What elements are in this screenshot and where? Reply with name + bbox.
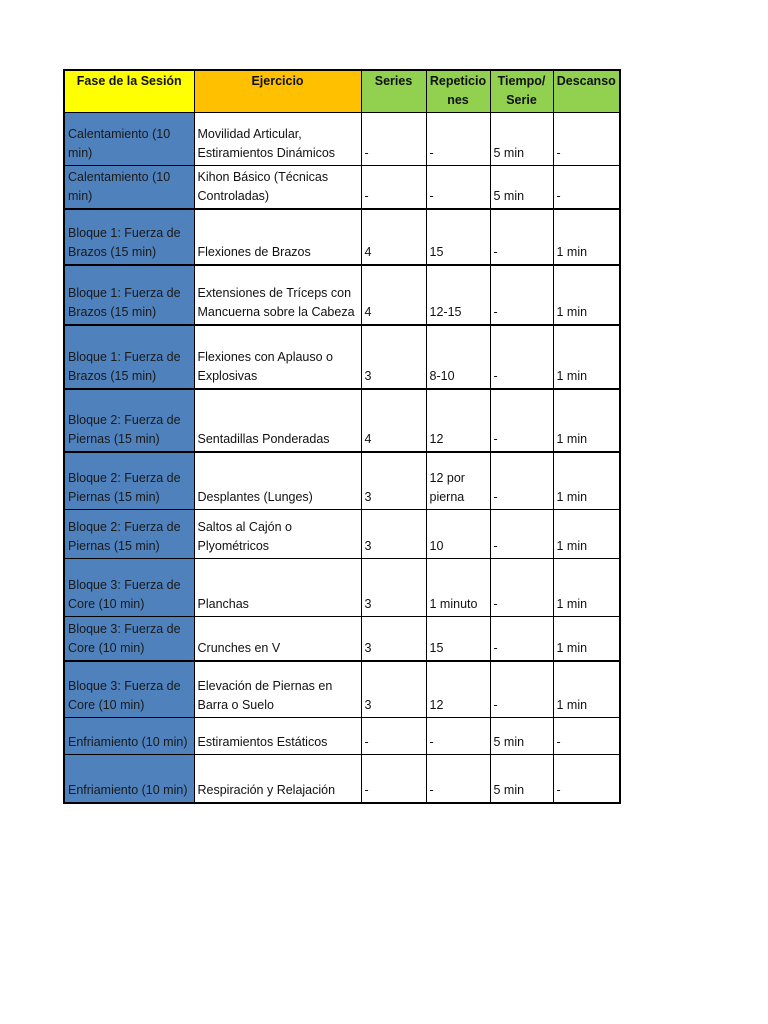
cell-series: 3 [361, 452, 426, 510]
cell-exercise: Crunches en V [194, 617, 361, 661]
workout-table [63, 69, 621, 804]
cell-time: - [490, 452, 553, 510]
cell-phase: Bloque 1: Fuerza de Brazos (15 min) [64, 325, 194, 389]
table-row [64, 265, 620, 325]
table-row [64, 718, 620, 755]
cell-reps: 12 [426, 389, 490, 452]
cell-phase: Calentamiento (10 min) [64, 113, 194, 166]
cell-exercise: Saltos al Cajón o Plyométricos [194, 510, 361, 559]
cell-time: 5 min [490, 166, 553, 209]
cell-series: - [361, 755, 426, 803]
table-row [64, 617, 620, 661]
table-row [64, 510, 620, 559]
cell-series: - [361, 718, 426, 755]
cell-exercise: Estiramientos Estáticos [194, 718, 361, 755]
header-rest: Descanso [553, 70, 620, 113]
cell-rest: 1 min [553, 452, 620, 510]
cell-rest: 1 min [553, 389, 620, 452]
cell-exercise: Planchas [194, 559, 361, 617]
cell-phase: Bloque 2: Fuerza de Piernas (15 min) [64, 452, 194, 510]
table-row [64, 113, 620, 166]
cell-rest: 1 min [553, 661, 620, 718]
cell-rest: - [553, 718, 620, 755]
cell-reps: 10 [426, 510, 490, 559]
cell-time: - [490, 510, 553, 559]
cell-time: - [490, 265, 553, 325]
cell-reps: 8-10 [426, 325, 490, 389]
cell-exercise: Elevación de Piernas en Barra o Suelo [194, 661, 361, 718]
cell-reps: 12 por pierna [426, 452, 490, 510]
table-row [64, 559, 620, 617]
cell-reps: 15 [426, 617, 490, 661]
cell-phase: Bloque 1: Fuerza de Brazos (15 min) [64, 209, 194, 265]
cell-series: 3 [361, 559, 426, 617]
table-row [64, 325, 620, 389]
cell-rest: 1 min [553, 510, 620, 559]
cell-series: 3 [361, 617, 426, 661]
cell-series: 4 [361, 209, 426, 265]
header-phase: Fase de la Sesión [64, 70, 194, 113]
cell-rest: - [553, 166, 620, 209]
cell-time: - [490, 661, 553, 718]
cell-phase: Bloque 2: Fuerza de Piernas (15 min) [64, 510, 194, 559]
cell-phase: Bloque 3: Fuerza de Core (10 min) [64, 617, 194, 661]
cell-exercise: Sentadillas Ponderadas [194, 389, 361, 452]
cell-rest: 1 min [553, 325, 620, 389]
cell-time: 5 min [490, 718, 553, 755]
cell-phase: Bloque 1: Fuerza de Brazos (15 min) [64, 265, 194, 325]
cell-exercise: Respiración y Relajación [194, 755, 361, 803]
cell-phase: Bloque 2: Fuerza de Piernas (15 min) [64, 389, 194, 452]
table-row [64, 661, 620, 718]
table-row [64, 209, 620, 265]
cell-series: - [361, 113, 426, 166]
cell-phase: Calentamiento (10 min) [64, 166, 194, 209]
cell-reps: - [426, 755, 490, 803]
header-row [64, 70, 620, 113]
table-row [64, 389, 620, 452]
cell-phase: Enfriamiento (10 min) [64, 755, 194, 803]
cell-phase: Bloque 3: Fuerza de Core (10 min) [64, 661, 194, 718]
cell-exercise: Kihon Básico (Técnicas Controladas) [194, 166, 361, 209]
cell-reps: 12 [426, 661, 490, 718]
cell-exercise: Flexiones de Brazos [194, 209, 361, 265]
cell-time: - [490, 389, 553, 452]
cell-exercise: Desplantes (Lunges) [194, 452, 361, 510]
cell-series: 4 [361, 265, 426, 325]
cell-exercise: Flexiones con Aplauso o Explosivas [194, 325, 361, 389]
header-time: Tiempo/Serie [490, 70, 553, 113]
cell-series: 3 [361, 661, 426, 718]
table-row [64, 452, 620, 510]
table-row [64, 166, 620, 209]
cell-phase: Enfriamiento (10 min) [64, 718, 194, 755]
cell-reps: - [426, 113, 490, 166]
header-reps: Repeticiones [426, 70, 490, 113]
cell-rest: 1 min [553, 265, 620, 325]
cell-time: 5 min [490, 755, 553, 803]
cell-reps: 15 [426, 209, 490, 265]
cell-series: 3 [361, 510, 426, 559]
cell-reps: 1 minuto [426, 559, 490, 617]
header-exercise: Ejercicio [194, 70, 361, 113]
cell-series: - [361, 166, 426, 209]
cell-rest: 1 min [553, 559, 620, 617]
cell-time: - [490, 209, 553, 265]
cell-rest: 1 min [553, 617, 620, 661]
cell-time: - [490, 559, 553, 617]
cell-reps: 12-15 [426, 265, 490, 325]
cell-exercise: Movilidad Articular, Estiramientos Dinámicos [194, 113, 361, 166]
cell-series: 3 [361, 325, 426, 389]
cell-time: 5 min [490, 113, 553, 166]
header-series: Series [361, 70, 426, 113]
cell-series: 4 [361, 389, 426, 452]
cell-rest: - [553, 113, 620, 166]
cell-rest: - [553, 755, 620, 803]
cell-reps: - [426, 166, 490, 209]
cell-reps: - [426, 718, 490, 755]
cell-time: - [490, 325, 553, 389]
cell-time: - [490, 617, 553, 661]
cell-phase: Bloque 3: Fuerza de Core (10 min) [64, 559, 194, 617]
table-row [64, 755, 620, 803]
cell-exercise: Extensiones de Tríceps con Mancuerna sobre la Cabeza [194, 265, 361, 325]
cell-rest: 1 min [553, 209, 620, 265]
